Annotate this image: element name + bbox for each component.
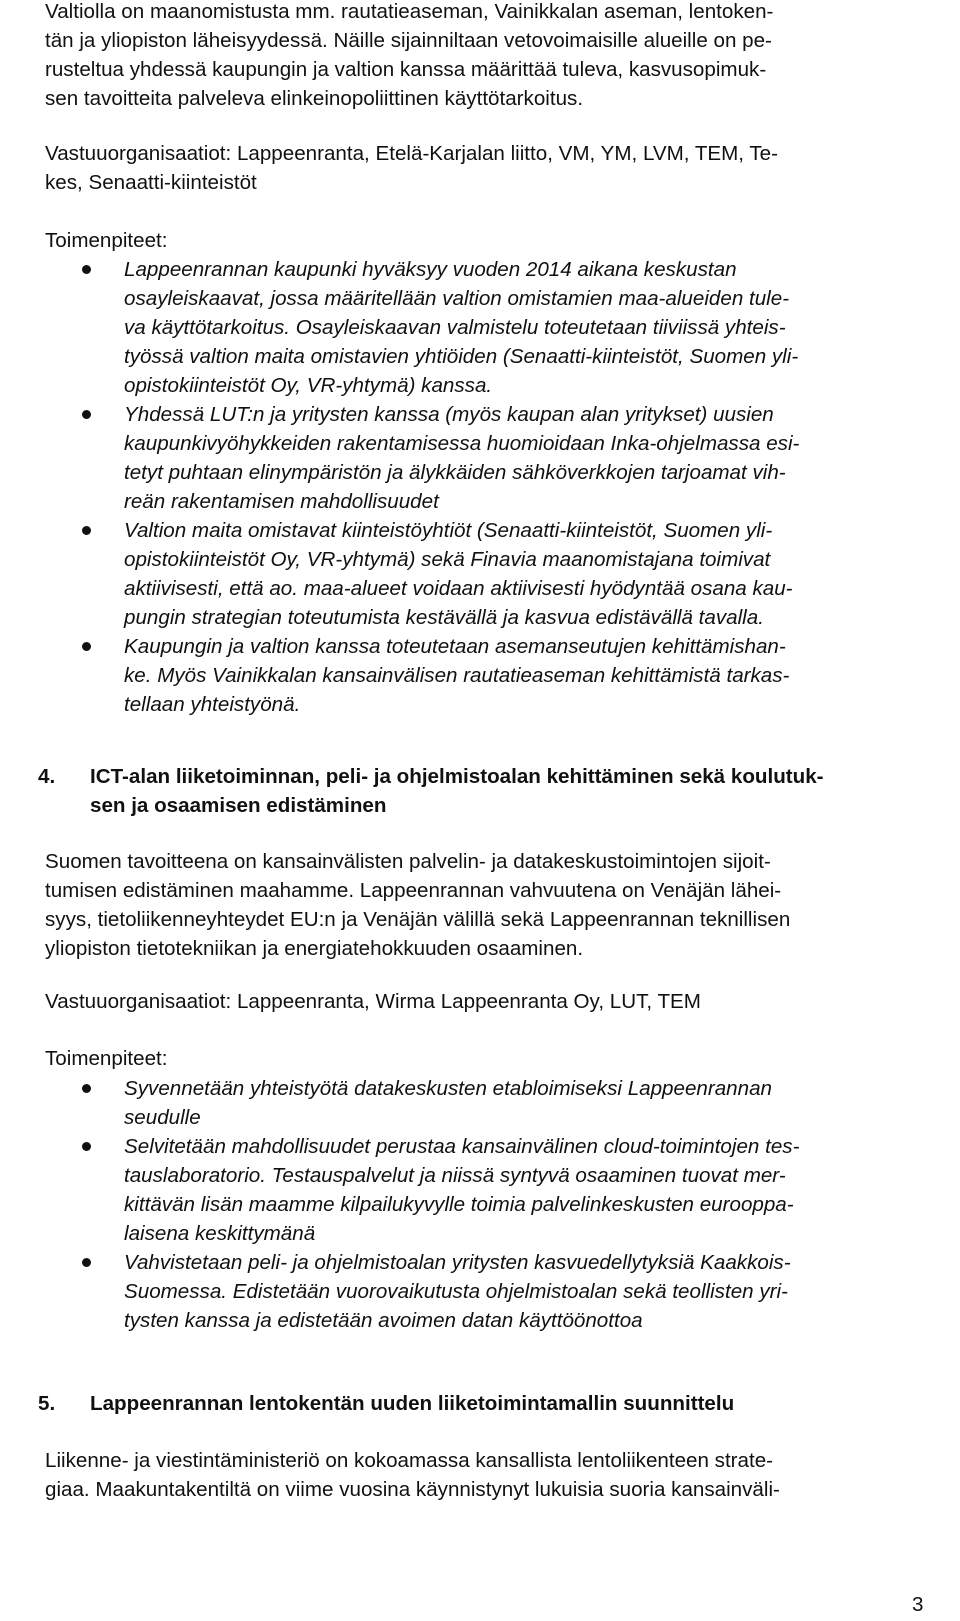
- bullet-icon: [82, 1258, 91, 1267]
- text-line: laisena keskittymänä: [124, 1222, 316, 1245]
- measures-label: [45, 226, 168, 255]
- text-line: työssä valtion maita omistavien yhtiöiden (Senaatti-kiinteistöt, Suomen yli-: [124, 345, 799, 368]
- text-line: sen tavoitteita palveleva elinkeinopoliittinen käyttötarkoitus.: [45, 87, 584, 110]
- text-line: Toimenpiteet:: [45, 229, 168, 252]
- text-line: kittävän lisän maamme kilpailukyvylle toimia palvelinkeskusten eurooppa-: [124, 1193, 794, 1216]
- text-line: tellaan yhteistyönä.: [124, 693, 301, 716]
- section-5-paragraph: [45, 1446, 780, 1504]
- text-line: kes, Senaatti-kiinteistöt: [45, 171, 257, 194]
- bullet-icon: [82, 410, 91, 419]
- text-line: Vahvistetaan peli- ja ohjelmistoalan yritysten kasvuedellytyksiä Kaakkois-: [124, 1251, 791, 1274]
- text-line: pungin strategian toteutumista kestävällä ja kasvua edistävällä tavalla.: [124, 606, 764, 629]
- measures-list: [45, 255, 799, 719]
- text-line: Vastuuorganisaatiot: Lappeenranta, Wirma Lappeenranta Oy, LUT, TEM: [45, 990, 701, 1013]
- text-line: ICT-alan liiketoiminnan, peli- ja ohjelmistoalan kehittäminen sekä koulutuk-: [90, 765, 824, 788]
- list-item: [45, 400, 799, 516]
- measures-list: [45, 1074, 799, 1335]
- text-line: Yhdessä LUT:n ja yritysten kanssa (myös kaupan alan yritykset) uusien: [124, 403, 774, 426]
- text-line: Liikenne- ja viestintäministeriö on kokoamassa kansallista lentoliikenteen strate-: [45, 1449, 774, 1472]
- list-item: [45, 1248, 799, 1335]
- text-line: rusteltua yhdessä kaupungin ja valtion kanssa määrittää tuleva, kasvusopimuk-: [45, 58, 767, 81]
- text-line: Lappeenrannan kaupunki hyväksyy vuoden 2014 aikana keskustan: [124, 258, 737, 281]
- text-line: osayleiskaavat, jossa määritellään valtion omistamien maa-alueiden tule-: [124, 287, 790, 310]
- text-line: Valtion maita omistavat kiinteistöyhtiöt (Senaatti-kiinteistöt, Suomen yli-: [124, 519, 773, 542]
- list-item: [45, 1074, 799, 1132]
- section-4-paragraph: [45, 847, 790, 963]
- list-item: [45, 255, 799, 400]
- intro-paragraph: [45, 0, 773, 113]
- page-number: 3: [912, 1593, 924, 1616]
- text-line: seudulle: [124, 1106, 201, 1129]
- text-line: Vastuuorganisaatiot: Lappeenranta, Etelä-Karjalan liitto, VM, YM, LVM, TEM, Te-: [45, 142, 778, 165]
- text-line: opistokiinteistöt Oy, VR-yhtymä) sekä Finavia maanomistajana toimivat: [124, 548, 771, 571]
- bullet-icon: [82, 1142, 91, 1151]
- text-line: yliopiston tietotekniikan ja energiatehokkuuden osaaminen.: [45, 937, 584, 960]
- bullet-icon: [82, 265, 91, 274]
- text-line: Syvennetään yhteistyötä datakeskusten etabloimiseksi Lappeenrannan: [124, 1077, 772, 1100]
- text-line: tumisen edistäminen maahamme. Lappeenrannan vahvuutena on Venäjän lähei-: [45, 879, 782, 902]
- text-line: syys, tietoliikenneyhteydet EU:n ja Venäjän välillä sekä Lappeenrannan teknillisen: [45, 908, 791, 931]
- list-item: [45, 516, 799, 632]
- text-line: Selvitetään mahdollisuudet perustaa kansainvälinen cloud-toimintojen tes-: [124, 1135, 800, 1158]
- text-line: tän ja yliopiston läheisyydessä. Näille sijainniltaan vetovoimaisille alueille on pe-: [45, 29, 772, 52]
- text-line: Kaupungin ja valtion kanssa toteutetaan asemanseutujen kehittämishan-: [124, 635, 786, 658]
- text-line: tauslaboratorio. Testauspalvelut ja niissä syntyvä osaaminen tuovat mer-: [124, 1164, 786, 1187]
- text-line: tysten kanssa ja edistetään avoimen datan käyttöönottoa: [124, 1309, 643, 1332]
- section-number: 5.: [38, 1392, 56, 1415]
- section-title: [38, 1389, 734, 1418]
- list-item: [45, 1132, 799, 1248]
- text-line: kaupunkivyöhykkeiden rakentamisessa huomioidaan Inka-ohjelmassa esi-: [124, 432, 800, 455]
- list-item: [45, 632, 799, 719]
- measures-label: [45, 1044, 168, 1073]
- text-line: Valtiolla on maanomistusta mm. rautatieaseman, Vainikkalan aseman, lentoken-: [45, 0, 774, 23]
- text-line: Lappeenrannan lentokentän uuden liiketoimintamallin suunnittelu: [90, 1392, 735, 1415]
- text-line: tetyt puhtaan elinympäristön ja älykkäiden sähköverkkojen tarjoamat vih-: [124, 461, 786, 484]
- text-line: Suomen tavoitteena on kansainvälisten palvelin- ja datakeskustoimintojen sijoit-: [45, 850, 771, 873]
- bullet-icon: [82, 526, 91, 535]
- text-line: reän rakentamisen mahdollisuudet: [124, 490, 439, 513]
- text-line: Toimenpiteet:: [45, 1047, 168, 1070]
- text-line: sen ja osaamisen edistäminen: [90, 794, 387, 817]
- responsible-organizations-paragraph: [45, 987, 701, 1016]
- bullet-icon: [82, 642, 91, 651]
- text-line: giaa. Maakuntakentiltä on viime vuosina käynnistynyt lukuisia suoria kansainväli-: [45, 1478, 780, 1501]
- bullet-icon: [82, 1084, 91, 1093]
- section-title: [38, 762, 824, 820]
- responsible-organizations-paragraph: [45, 139, 778, 197]
- text-line: aktiivisesti, että ao. maa-alueet voidaan aktiivisesti hyödyntää osana kau-: [124, 577, 793, 600]
- text-line: ke. Myös Vainikkalan kansainvälisen rautatieaseman kehittämistä tarkas-: [124, 664, 790, 687]
- section-number: 4.: [38, 765, 56, 788]
- text-line: Suomessa. Edistetään vuorovaikutusta ohjelmistoalan sekä teollisten yri-: [124, 1280, 788, 1303]
- text-line: va käyttötarkoitus. Osayleiskaavan valmistelu toteutetaan tiiviissä yhteis-: [124, 316, 786, 339]
- text-line: opistokiinteistöt Oy, VR-yhtymä) kanssa.: [124, 374, 493, 397]
